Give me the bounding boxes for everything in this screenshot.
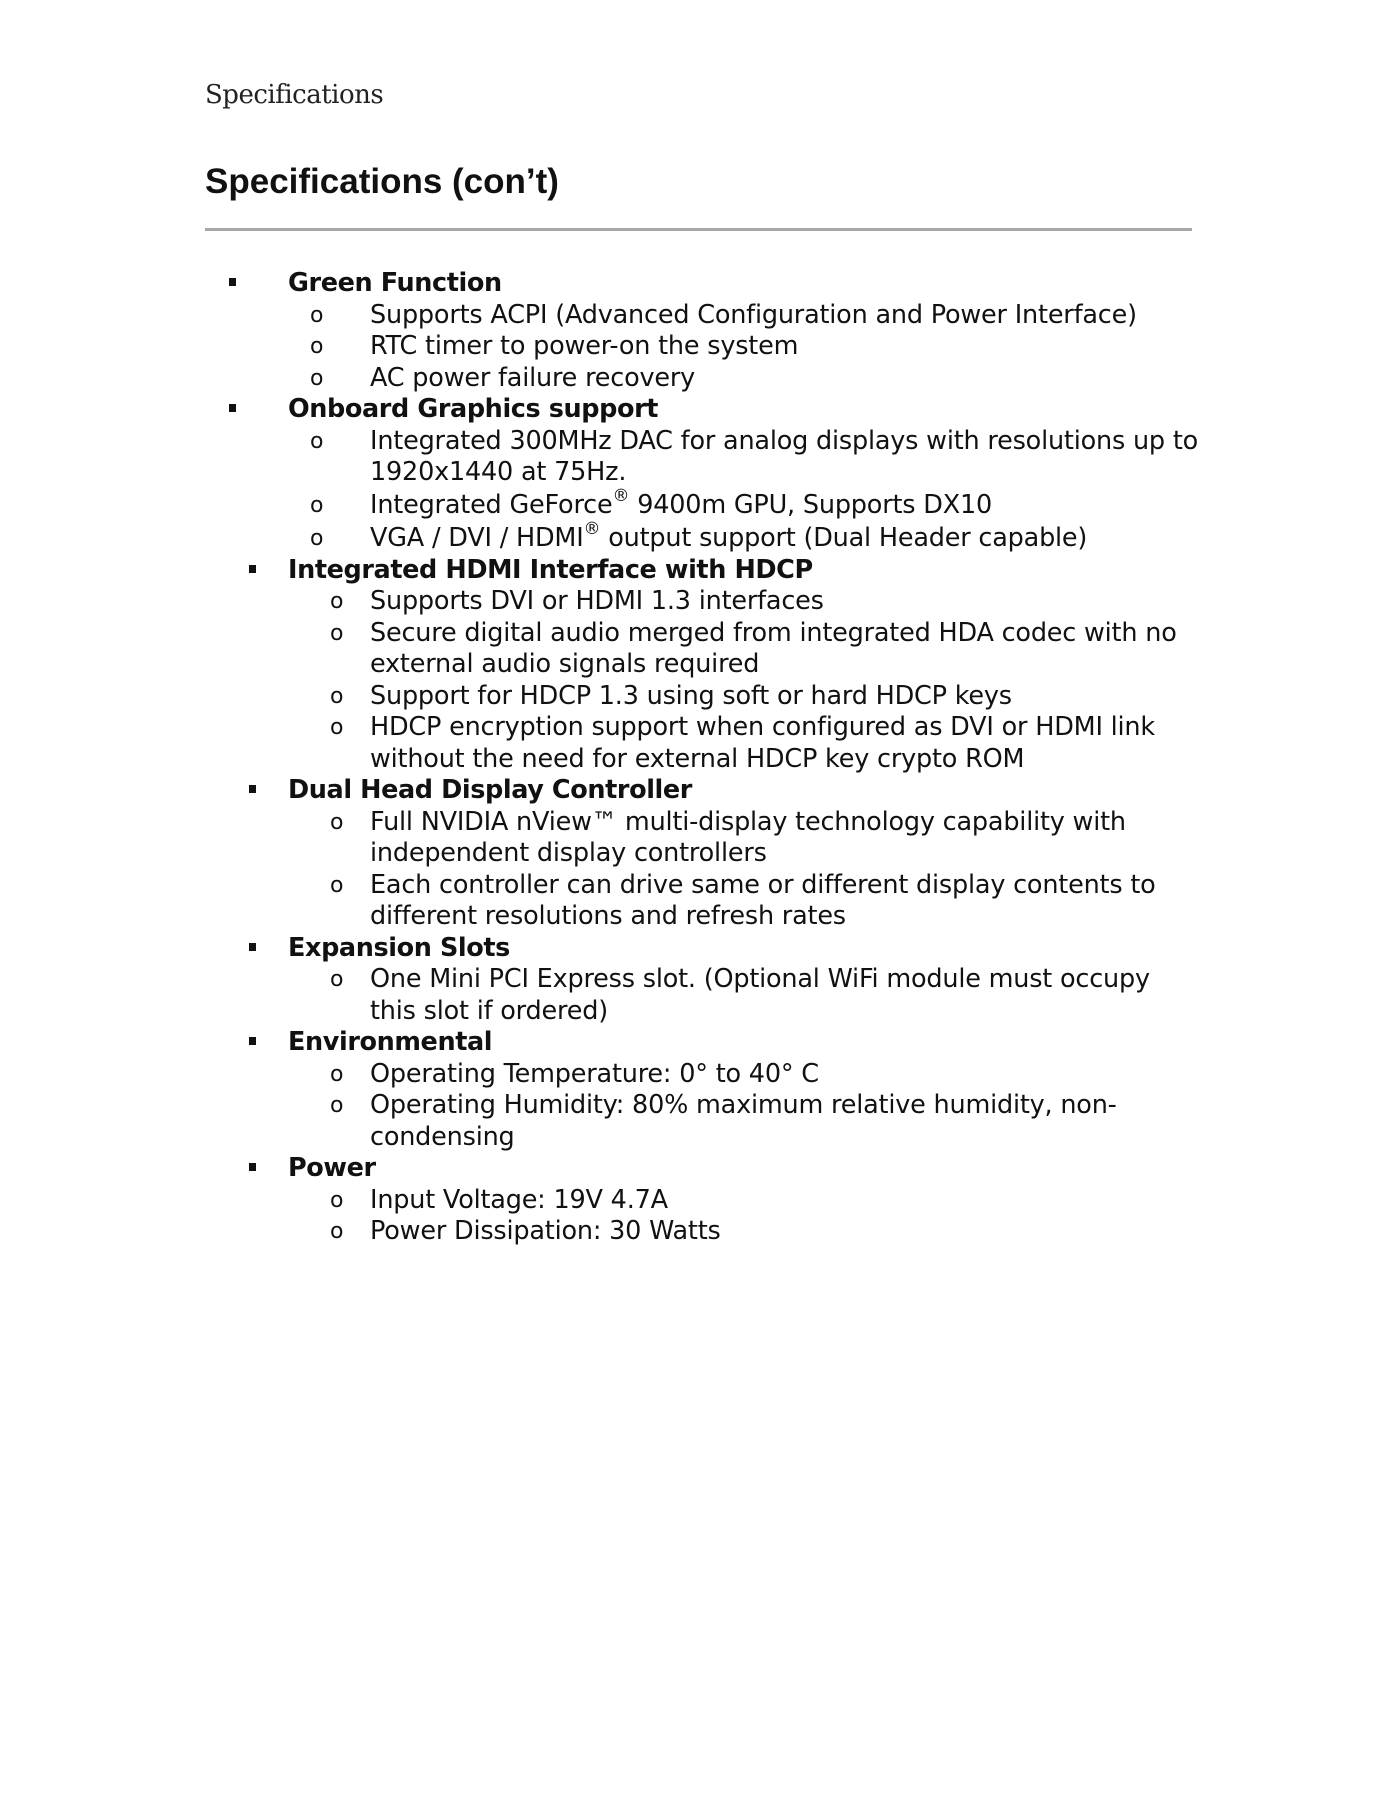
circle-bullet-icon: o xyxy=(310,525,324,551)
section-heading: Expansion Slots xyxy=(288,932,510,963)
list-item-text: Support for HDCP 1.3 using soft or hard HDCP keys xyxy=(370,680,1012,711)
list-item-text: Integrated 300MHz DAC for analog displays with resolutions up to 1920x1440 at 75Hz. xyxy=(370,425,1199,487)
page-title: Specifications (con’t) xyxy=(205,162,559,201)
square-bullet-icon xyxy=(229,404,236,412)
section-heading: Power xyxy=(288,1153,376,1183)
list-item-text: AC power failure recovery xyxy=(370,362,696,393)
circle-bullet-icon: o xyxy=(330,620,344,646)
list-item xyxy=(0,1216,1400,1248)
list-item-text: Secure digital audio merged from integrated HDA codec with no external audio signals required xyxy=(370,617,1177,679)
list-item xyxy=(0,586,1400,618)
square-bullet-icon xyxy=(249,943,256,951)
list-item-text: RTC timer to power-on the system xyxy=(370,331,799,361)
list-item-text: Power Dissipation: 30 Watts xyxy=(370,1216,721,1246)
square-bullet-icon xyxy=(249,565,256,573)
list-item-text: Supports ACPI (Advanced Configuration and Power Interface) xyxy=(370,299,1137,330)
circle-bullet-icon: o xyxy=(310,492,324,518)
list-item-text: HDCP encryption support when configured as DVI or HDMI link without the need for external HDCP key crypto ROM xyxy=(370,712,1155,774)
section-heading: Dual Head Display Controller xyxy=(288,775,692,805)
section-heading: Environmental xyxy=(288,1027,493,1057)
list-item-text: Integrated GeForce xyxy=(370,489,613,520)
spec-list xyxy=(0,268,1400,1248)
list-item xyxy=(0,870,1400,933)
square-bullet-icon xyxy=(229,278,236,286)
list-item-text: 9400m GPU, Supports DX10 xyxy=(629,489,993,520)
list-item xyxy=(0,1090,1400,1153)
circle-bullet-icon: o xyxy=(330,1093,344,1118)
list-item xyxy=(0,1059,1400,1091)
list-item-text: Operating Temperature: 0° to 40° C xyxy=(370,1058,819,1089)
circle-bullet-icon: o xyxy=(310,334,324,359)
spec-section-power xyxy=(0,1153,1400,1248)
spec-section-expansion-slots xyxy=(0,933,1400,1028)
square-bullet-icon xyxy=(249,1163,256,1171)
running-header: Specifications xyxy=(205,80,384,110)
square-bullet-icon xyxy=(249,1037,256,1045)
list-item xyxy=(0,964,1400,1027)
list-item xyxy=(0,681,1400,713)
list-item xyxy=(0,712,1400,775)
section-heading: Green Function xyxy=(288,268,502,298)
list-item-text: Operating Humidity: 80% maximum relative humidity, non-condensing xyxy=(370,1090,1117,1152)
circle-bullet-icon: o xyxy=(310,302,324,328)
registered-mark: ® xyxy=(583,519,601,539)
section-heading: Integrated HDMI Interface with HDCP xyxy=(288,554,813,585)
list-item xyxy=(0,519,1400,555)
circle-bullet-icon: o xyxy=(330,1061,344,1087)
list-item xyxy=(0,1185,1400,1217)
circle-bullet-icon: o xyxy=(330,809,344,835)
circle-bullet-icon: o xyxy=(310,365,324,391)
list-item-text: Each controller can drive same or different display contents to different resolutions and refresh rates xyxy=(370,869,1156,931)
title-divider xyxy=(205,228,1192,231)
spec-section-hdmi-hdcp xyxy=(0,555,1400,776)
list-item xyxy=(0,363,1400,395)
section-heading: Onboard Graphics support xyxy=(288,394,659,424)
circle-bullet-icon: o xyxy=(330,1187,344,1213)
spec-section-green-function xyxy=(0,268,1400,394)
circle-bullet-icon: o xyxy=(330,967,344,992)
list-item-text: Input Voltage: 19V 4.7A xyxy=(370,1184,668,1215)
square-bullet-icon xyxy=(249,785,256,793)
list-item xyxy=(0,618,1400,681)
circle-bullet-icon: o xyxy=(310,428,324,454)
spec-section-environmental xyxy=(0,1027,1400,1153)
list-item xyxy=(0,486,1400,522)
list-item-text: One Mini PCI Express slot. (Optional WiFi module must occupy this slot if ordered) xyxy=(370,964,1150,1026)
list-item xyxy=(0,331,1400,363)
list-item-text: Supports DVI or HDMI 1.3 interfaces xyxy=(370,586,824,616)
registered-mark: ® xyxy=(612,486,630,506)
list-item-text: VGA / DVI / HDMI xyxy=(370,522,584,553)
list-item-text: output support (Dual Header capable) xyxy=(600,522,1088,553)
circle-bullet-icon: o xyxy=(330,1219,344,1244)
list-item xyxy=(0,426,1400,489)
list-item xyxy=(0,300,1400,332)
circle-bullet-icon: o xyxy=(330,683,344,709)
circle-bullet-icon: o xyxy=(330,715,344,740)
list-item xyxy=(0,807,1400,870)
spec-section-dual-head xyxy=(0,775,1400,933)
spec-section-onboard-graphics xyxy=(0,394,1400,555)
circle-bullet-icon: o xyxy=(330,589,344,614)
circle-bullet-icon: o xyxy=(330,872,344,898)
list-item-text: Full NVIDIA nView™ multi-display technology capability with independent display controllers xyxy=(370,806,1126,868)
